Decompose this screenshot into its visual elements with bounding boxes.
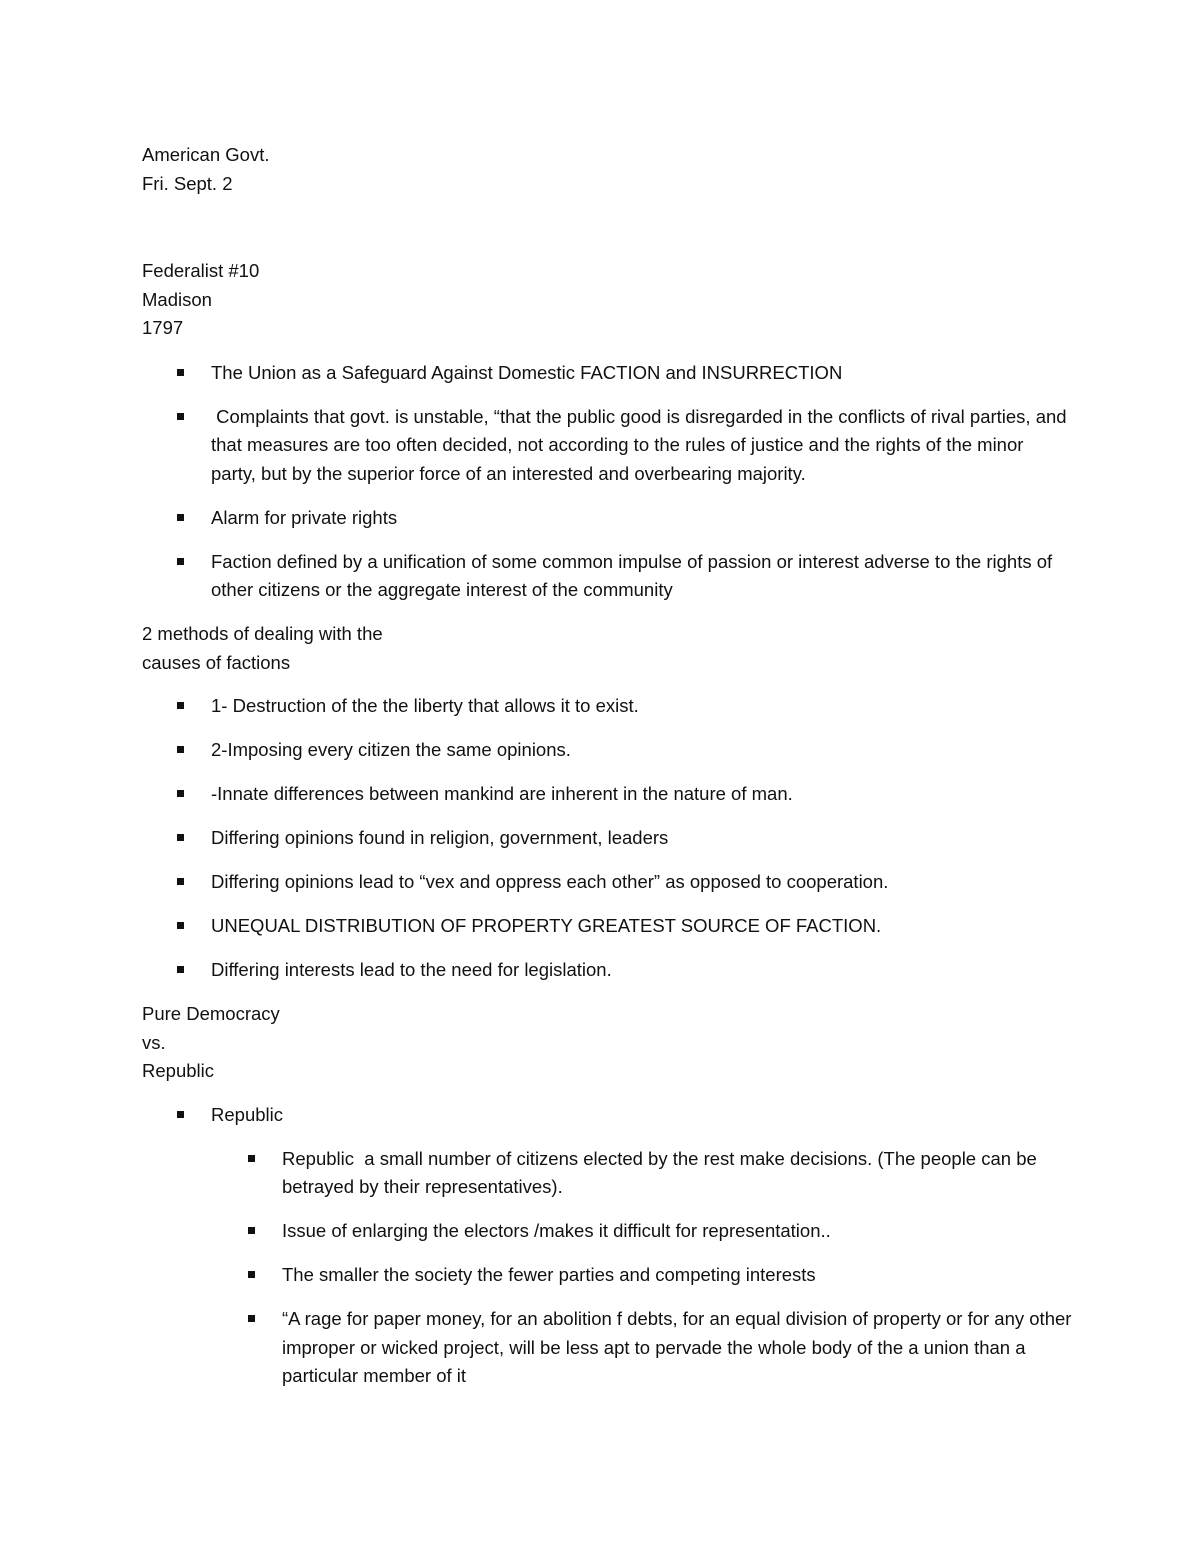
bullet-square-icon bbox=[248, 1315, 255, 1322]
list-item-text: The Union as a Safeguard Against Domestic FACTION and INSURRECTION bbox=[211, 361, 843, 383]
methods-heading bbox=[142, 620, 1072, 677]
bullet-square-icon bbox=[177, 369, 184, 376]
bullet-square-icon bbox=[177, 514, 184, 521]
methods-heading-line: causes of factions bbox=[142, 651, 291, 673]
comparison-heading-line: Republic bbox=[142, 1060, 214, 1081]
list-item-text: The smaller the society the fewer parties and competing interests bbox=[282, 1264, 816, 1285]
comparison-points-list bbox=[142, 1101, 1072, 1130]
list-item bbox=[142, 824, 1072, 853]
bullet-square-icon bbox=[177, 558, 184, 565]
list-item-text: -Innate differences between mankind are inherent in the nature of man. bbox=[211, 783, 793, 804]
list-item-text: Differing interests lead to the need for legislation. bbox=[211, 959, 612, 980]
bullet-square-icon bbox=[177, 790, 184, 797]
list-item-text: Complaints that govt. is unstable, “that the public good is disregarded in the conflicts of rival parties, and that measures are too often decided, not according to the rules of justice and the rights of the minor party, but by the superior force of an interested and overbearing majority. bbox=[211, 405, 1072, 484]
list-item bbox=[142, 1101, 1072, 1130]
bullet-square-icon bbox=[177, 702, 184, 709]
list-item bbox=[142, 1261, 1072, 1290]
list-item-text: 1- Destruction of the the liberty that allows it to exist. bbox=[211, 695, 639, 716]
list-item bbox=[142, 1305, 1072, 1391]
bullet-square-icon bbox=[177, 834, 184, 841]
list-item bbox=[142, 780, 1072, 809]
reading-author: Madison bbox=[142, 288, 212, 310]
bullet-square-icon bbox=[248, 1155, 255, 1162]
list-item-text: Differing opinions found in religion, government, leaders bbox=[211, 827, 669, 848]
list-item bbox=[142, 692, 1072, 721]
bullet-square-icon bbox=[177, 966, 184, 973]
comparison-heading bbox=[142, 1000, 1072, 1086]
list-item-text: Republic a small number of citizens elected by the rest make decisions. (The people can be betrayed by their representatives). bbox=[282, 1147, 1042, 1197]
bullet-square-icon bbox=[177, 746, 184, 753]
list-item bbox=[142, 504, 1072, 533]
comparison-heading-line: vs. bbox=[142, 1031, 166, 1053]
header-block bbox=[142, 141, 1072, 198]
document-body bbox=[142, 141, 1072, 1406]
list-item bbox=[142, 912, 1072, 941]
methods-heading-line: 2 methods of dealing with the bbox=[142, 623, 383, 644]
bullet-square-icon bbox=[177, 1111, 184, 1118]
list-item-text: Faction defined by a unification of some common impulse of passion or interest adverse to the rights of other citizens or the aggregate interest of the community bbox=[211, 550, 1053, 600]
course-title: American Govt. bbox=[142, 144, 270, 165]
list-item bbox=[142, 1145, 1072, 1202]
list-item-text: Differing opinions lead to “vex and oppress each other” as opposed to cooperation. bbox=[211, 871, 889, 892]
bullet-square-icon bbox=[177, 878, 184, 885]
methods-points-list bbox=[142, 692, 1072, 985]
list-item bbox=[142, 1217, 1072, 1246]
lecture-date: Fri. Sept. 2 bbox=[142, 172, 233, 194]
bullet-square-icon bbox=[248, 1227, 255, 1234]
list-item-text: 2-Imposing every citizen the same opinions. bbox=[211, 739, 571, 760]
reading-year: 1797 bbox=[142, 317, 184, 338]
reading-points-list bbox=[142, 359, 1072, 605]
list-item bbox=[142, 868, 1072, 897]
bullet-square-icon bbox=[177, 922, 184, 929]
list-item bbox=[142, 548, 1072, 605]
list-item bbox=[142, 736, 1072, 765]
list-item-text: “A rage for paper money, for an abolition f debts, for an equal division of property or for any other improper or wicked project, will be less apt to pervade the whole body of the a union than a particular member of it bbox=[282, 1308, 1072, 1386]
list-item bbox=[142, 359, 1072, 388]
list-item-text: Alarm for private rights bbox=[211, 506, 398, 528]
reading-title: Federalist #10 bbox=[142, 260, 260, 281]
list-item bbox=[142, 403, 1072, 489]
list-item-text: Issue of enlarging the electors /makes it difficult for representation.. bbox=[282, 1220, 831, 1241]
comparison-heading-line: Pure Democracy bbox=[142, 1003, 280, 1024]
republic-subpoints-list bbox=[142, 1145, 1072, 1391]
list-item-text: Republic bbox=[211, 1103, 283, 1125]
list-item-text: UNEQUAL DISTRIBUTION OF PROPERTY GREATEST SOURCE OF FACTION. bbox=[211, 915, 882, 936]
list-item bbox=[142, 956, 1072, 985]
bullet-square-icon bbox=[248, 1271, 255, 1278]
bullet-square-icon bbox=[177, 413, 184, 420]
reading-block bbox=[142, 257, 1072, 343]
